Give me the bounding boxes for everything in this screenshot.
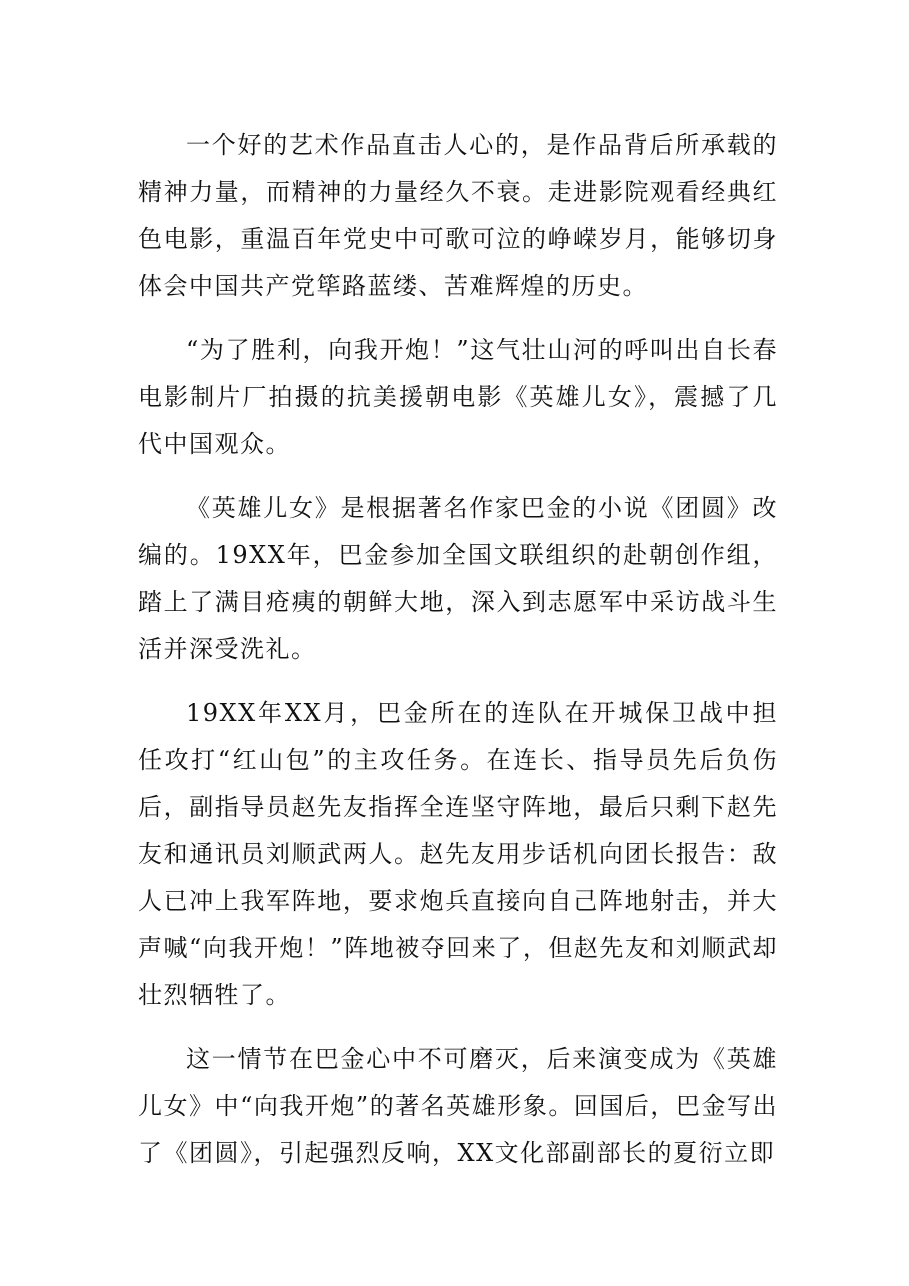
paragraph-1: 一个好的艺术作品直击人心的，是作品背后所承载的精神力量，而精神的力量经久不衰。走进影院观看经典红色电影，重温百年党史中可歌可泣的峥嵘岁月，能够切身体会中国共产党筚路蓝缕、苦难辉煌的历史。 — [138, 131, 778, 300]
paragraph-5: 这一情节在巴金心中不可磨灭，后来演变成为《英雄儿女》中“向我开炮”的著名英雄形象。回国后，巴金写出了《团圆》，引起强烈反响，XX文化部副部长的夏衍立即 — [138, 1045, 778, 1167]
paragraph-3: 《英雄儿女》是根据著名作家巴金的小说《团圆》改编的。19XX年，巴金参加全国文联组织的赴朝创作组，踏上了满目疮痍的朝鲜大地，深入到志愿军中采访战斗生活并深受洗礼。 — [138, 494, 778, 663]
paragraph-2: “为了胜利，向我开炮！”这气壮山河的呼叫出自长春电影制片厂拍摄的抗美援朝电影《英雄儿女》，震撼了几代中国观众。 — [138, 336, 778, 458]
paragraph-4: 19XX年XX月，巴金所在的连队在开城保卫战中担任攻打“红山包”的主攻任务。在连长、指导员先后负伤后，副指导员赵先友指挥全连坚守阵地，最后只剩下赵先友和通讯员刘顺武两人。赵先友用步话机向团长报告：敌人已冲上我军阵地，要求炮兵直接向自己阵地射击，并大声喊“向我开炮！”阵地被夺回来了，但赵先友和刘顺武却壮烈牺牲了。 — [138, 699, 778, 1009]
document-body — [138, 122, 778, 1194]
